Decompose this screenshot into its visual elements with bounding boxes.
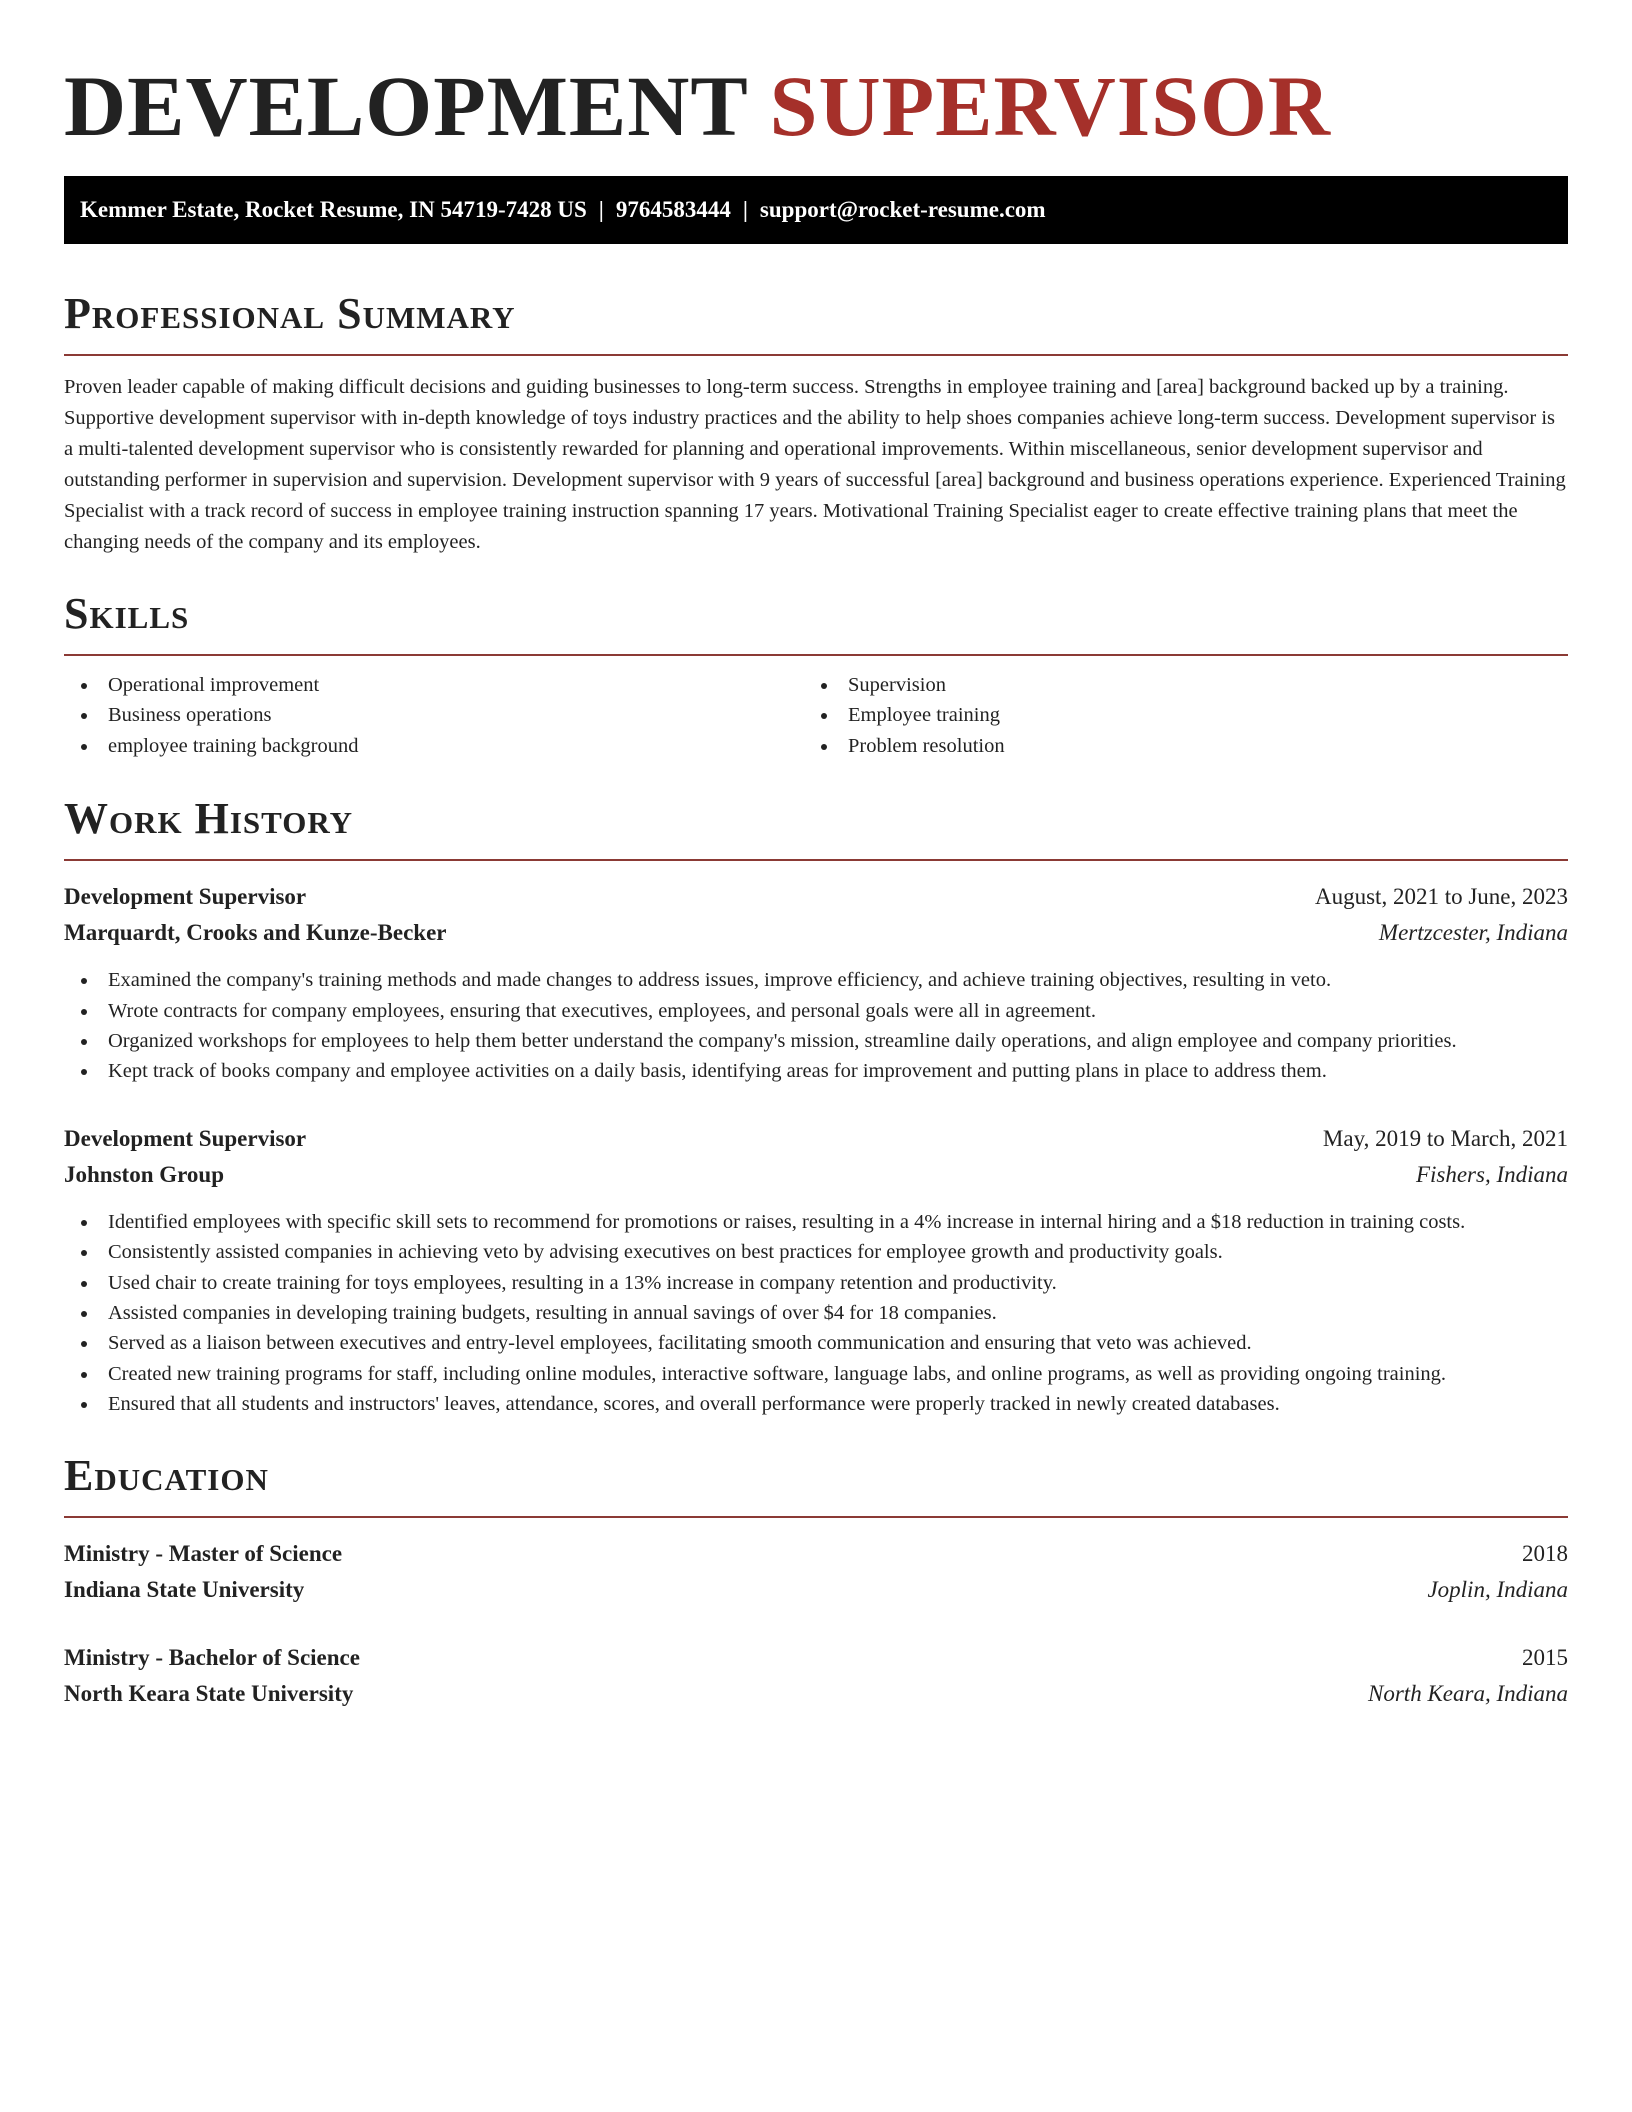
job-role: Development Supervisor	[64, 1125, 307, 1151]
contact-separator: |	[598, 197, 604, 222]
list-item: Kept track of books company and employee activities on a daily basis, identifying areas for improvement and putting plans in place to address them.	[64, 1056, 1568, 1086]
job-header-row	[64, 879, 1568, 915]
skills-column-left	[64, 670, 804, 761]
list-item: Identified employees with specific skill sets to recommend for promotions or raises, resulting in a 4% increase in internal hiring and a $18 reduction in training costs.	[64, 1207, 1568, 1237]
list-item: Served as a liaison between executives and entry-level employees, facilitating smooth communication and ensuring that veto was achieved.	[64, 1328, 1568, 1358]
section-divider	[64, 654, 1568, 656]
education-school-row	[64, 1676, 1568, 1712]
education-year: 2015	[1522, 1644, 1568, 1670]
section-title-work-history: Work History	[64, 794, 354, 844]
skills-column-right	[804, 670, 1544, 761]
contact-address: Kemmer Estate, Rocket Resume, IN 54719-7428 US	[80, 197, 587, 222]
name-first: DEVELOPMENT	[64, 58, 748, 154]
resume-name	[64, 56, 1568, 156]
contact-email[interactable]: support@rocket-resume.com	[759, 197, 1046, 222]
job-company-row	[64, 1157, 1568, 1193]
job-bullets	[64, 965, 1568, 1087]
education-school-row	[64, 1572, 1568, 1608]
summary-text: Proven leader capable of making difficult decisions and guiding businesses to long-term success. Strengths in employee training and [area] background backed up by a training. Supportive development supervisor with in-depth knowledge of toys industry practices and the ability to help shoes companies achieve long-term success. Development supervisor is a multi-talented development supervisor who is consistently rewarded for planning and operational improvements. Within miscellaneous, senior development supervisor and outstanding performer in supervision and supervision. Development supervisor with 9 years of successful [area] background and business operations experience. Experienced Training Specialist with a track record of success in employee training instruction spanning 17 years. Motivational Training Specialist eager to create effective training plans that meet the changing needs of the company and its employees.	[64, 376, 1566, 553]
education-degree-row	[64, 1536, 1568, 1572]
skill-item: employee training background	[64, 731, 804, 761]
contact-separator: |	[742, 197, 748, 222]
contact-phone: 9764583444	[615, 197, 731, 222]
contact-bar	[64, 176, 1568, 244]
job-bullets	[64, 1207, 1568, 1420]
job-company: Johnston Group	[64, 1161, 225, 1187]
skill-item: Supervision	[804, 670, 1544, 700]
job-company-row	[64, 915, 1568, 951]
skill-item: Problem resolution	[804, 731, 1544, 761]
section-divider	[64, 859, 1568, 861]
education-section	[64, 1448, 1568, 1712]
education-degree: Ministry - Master of Science	[64, 1540, 343, 1566]
education-entry	[64, 1640, 1568, 1712]
work-history-section	[64, 791, 1568, 1419]
list-item: Used chair to create training for toys employees, resulting in a 13% increase in company retention and productivity.	[64, 1268, 1568, 1298]
job-role: Development Supervisor	[64, 884, 307, 910]
job-company: Marquardt, Crooks and Kunze-Becker	[64, 920, 447, 946]
skills-section	[64, 586, 1568, 761]
job-entry	[64, 1121, 1568, 1420]
education-degree-row	[64, 1640, 1568, 1676]
resume-page	[64, 0, 1568, 1712]
name-last: SUPERVISOR	[769, 58, 1331, 154]
job-entry	[64, 879, 1568, 1087]
job-dates: May, 2019 to March, 2021	[1322, 1125, 1568, 1151]
education-entry	[64, 1536, 1568, 1608]
education-school: North Keara State University	[64, 1680, 354, 1706]
list-item: Assisted companies in developing training budgets, resulting in annual savings of over $4 for 18 companies.	[64, 1298, 1568, 1328]
education-location: North Keara, Indiana	[1368, 1680, 1568, 1706]
skills-grid	[64, 670, 1568, 761]
section-title-summary: Professional Summary	[64, 289, 516, 338]
education-location: Joplin, Indiana	[1427, 1576, 1568, 1602]
list-item: Wrote contracts for company employees, ensuring that executives, employees, and personal goals were all in agreement.	[64, 996, 1568, 1026]
list-item: Organized workshops for employees to help them better understand the company's mission, streamline daily operations, and align employee and company priorities.	[64, 1026, 1568, 1056]
job-location: Fishers, Indiana	[1415, 1161, 1568, 1187]
list-item: Consistently assisted companies in achieving veto by advising executives on best practices for employee growth and productivity goals.	[64, 1237, 1568, 1267]
section-divider	[64, 1516, 1568, 1518]
list-item: Created new training programs for staff, including online modules, interactive software, language labs, and online programs, as well as providing ongoing training.	[64, 1359, 1568, 1389]
skill-item: Employee training	[804, 700, 1544, 730]
job-header-row	[64, 1121, 1568, 1157]
job-dates: August, 2021 to June, 2023	[1315, 884, 1568, 910]
list-item: Examined the company's training methods and made changes to address issues, improve efficiency, and achieve training objectives, resulting in veto.	[64, 965, 1568, 995]
section-title-education: Education	[64, 1450, 269, 1500]
summary-section	[64, 286, 1568, 558]
list-item: Ensured that all students and instructors' leaves, attendance, scores, and overall performance were properly tracked in newly created databases.	[64, 1389, 1568, 1419]
skill-item: Operational improvement	[64, 670, 804, 700]
education-degree: Ministry - Bachelor of Science	[64, 1644, 360, 1670]
job-location: Mertzcester, Indiana	[1378, 920, 1568, 946]
education-year: 2018	[1522, 1540, 1568, 1566]
skill-item: Business operations	[64, 700, 804, 730]
section-title-skills: Skills	[64, 589, 190, 638]
education-school: Indiana State University	[64, 1576, 305, 1602]
section-divider	[64, 354, 1568, 356]
